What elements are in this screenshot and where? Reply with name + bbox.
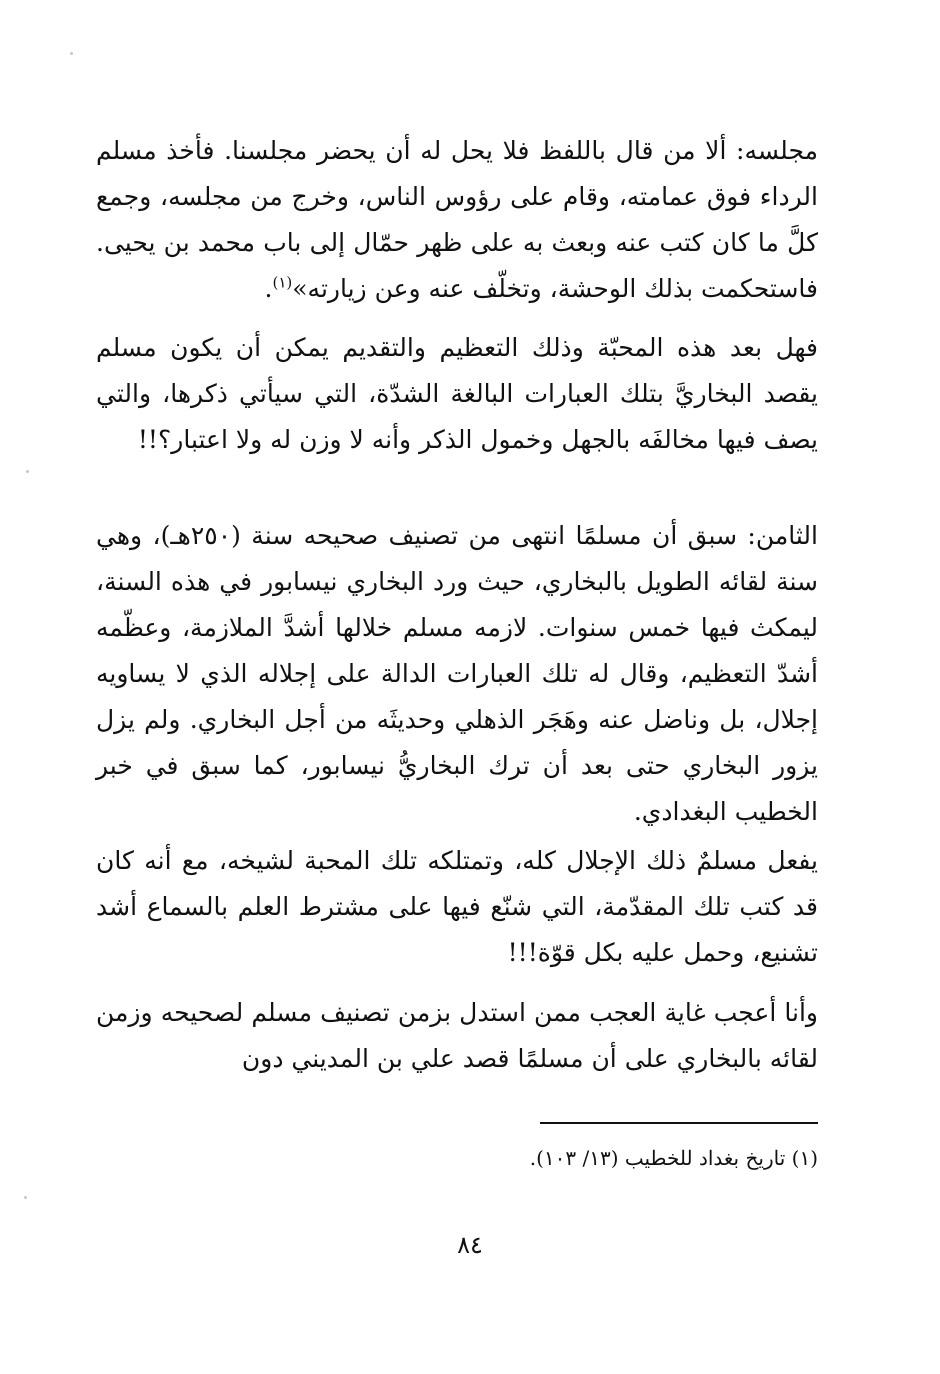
- paragraph-2: فهل بعد هذه المحبّة وذلك التعظيم والتقديم يمكن أن يكون مسلم يقصد البخاريَّ بتلك العبارات البالغة الشدّة، التي سيأتي ذكرها، والتي يصف فيها مخالفَه بالجهل وخمول الذكر وأنه لا وزن له ولا اعتبار؟!!: [96, 333, 819, 454]
- paragraph-1-text: مجلسه: ألا من قال باللفظ فلا يحل له أن يحضر مجلسنا. فأخذ مسلم الرداء فوق عمامته، وقام على رؤوس الناس، وخرج من مجلسه، وجمع كلَّ ما كان كتب عنه وبعث به على ظهر حمّال إلى باب محمد بن يحيى. فاستحكمت بذلك الوحشة، وتخلّف عنه وعن زيارته»: [96, 136, 818, 303]
- paragraph-4: يفعل مسلمٌ ذلك الإجلال كله، وتمتلكه تلك المحبة لشيخه، مع أنه كان قد كتب تلك المقدّمة، التي شنّع فيها على مشترط العلم بالسماع أشد تشنيع، وحمل عليه بكل قوّة!!!: [96, 846, 818, 967]
- paragraph-3: الثامن: سبق أن مسلمًا انتهى من تصنيف صحيحه سنة (٢٥٠هـ)، وهي سنة لقائه الطويل بالبخاري، حيث ورد البخاري نيسابور في هذه السنة، ليمكث فيها خمس سنوات. لازمه مسلم خلالها أشدَّ الملازمة، وعظّمه أشدّ التعظيم، وقال له تلك العبارات الدالة على إجلاله الذي لا يساويه إجلال، بل وناضل عنه وهَجَر الذهلي وحديثَه من أجل البخاري. ولم يزل يزور البخاري حتى بعد أن ترك البخاريُّ نيسابور، كما سبق في خبر الخطيب البغدادي.: [96, 521, 818, 826]
- scan-speck: [26, 470, 29, 473]
- page-number: ٨٤: [457, 1231, 483, 1259]
- footnote: (١) تاريخ بغداد للخطيب (١٣/ ١٠٣).: [529, 1146, 818, 1170]
- paragraph-1-end: .: [264, 274, 273, 303]
- scan-speck: [70, 52, 73, 55]
- paragraph-5: وأنا أعجب غاية العجب ممن استدل بزمن تصنيف مسلم لصحيحه وزمن لقائه بالبخاري على أن مسلمًا قصد علي بن المديني دون: [96, 998, 818, 1073]
- footnote-reference: (١): [272, 273, 293, 292]
- scan-speck: [24, 1196, 27, 1199]
- footnote-divider: [540, 1122, 818, 1124]
- paragraph-1: [96, 128, 818, 312]
